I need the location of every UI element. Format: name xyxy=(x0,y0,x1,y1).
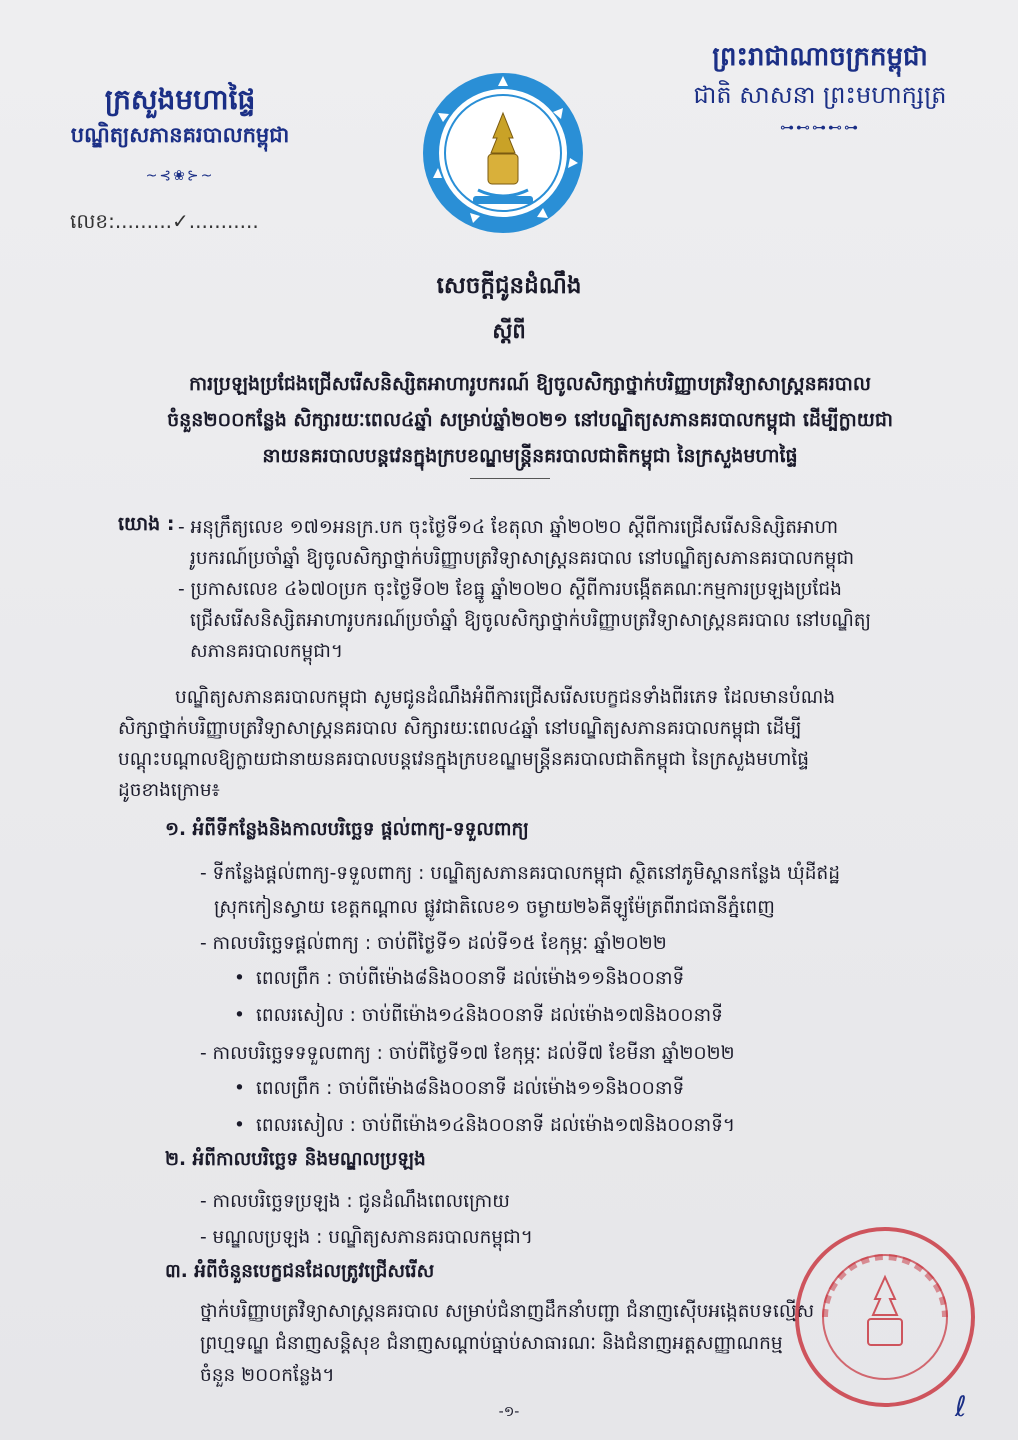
bullet-icon: • xyxy=(234,1115,245,1136)
reference-line: - ប្រកាសលេខ ៤៦៧០ប្រក ចុះថ្ងៃទី០២ ខែធ្នូ ឆ្នាំ២០២០ ស្ដីពីការបង្កើតគណៈកម្មការប្រឡងប្រជែង xyxy=(178,579,842,600)
subject-line: នាយនគរបាលបន្តវេនក្នុងក្របខណ្ឌមន្ត្រីនគរបាលជាតិកម្ពុជា នៃក្រសួងមហាផ្ទៃ xyxy=(262,445,798,467)
issue-afternoon: ពេលរសៀល : ចាប់ពីម៉ោង១៤និង០០នាទី ដល់ម៉ោង១៧និង០០នាទី xyxy=(256,1005,723,1026)
intro-line: បណ្ដុះបណ្ដាលឱ្យក្លាយជានាយនគរបាលបន្តវេនក្នុងក្របខណ្ឌមន្ត្រីនគរបាលជាតិកម្ពុជា នៃក្រសួងមហាផ្ទៃ xyxy=(118,749,809,770)
intro-line: សិក្សាថ្នាក់បរិញ្ញាបត្រវិទ្យាសាស្ត្រនគរបាល សិក្សារយៈពេល៤ឆ្នាំ នៅបណ្ឌិត្យសភានគរបាលកម្ពុជា ដើម្បី xyxy=(118,718,802,739)
receive-period: - កាលបរិច្ឆេទទទួលពាក្យ : ចាប់ពីថ្ងៃទី១៧ ខែកុម្ភៈ ដល់ទី៧ ខែមីនា ឆ្នាំ២០២២ xyxy=(200,1043,735,1064)
section-1-heading: ១. អំពីទីកន្លែងនិងកាលបរិច្ឆេទ ផ្ដល់ពាក្យ-ទទួលពាក្យ xyxy=(165,819,529,840)
receive-afternoon: ពេលរសៀល : ចាប់ពីម៉ោង១៤និង០០នាទី ដល់ម៉ោង១៧និង០០នាទី។ xyxy=(256,1115,736,1136)
bullet-icon: • xyxy=(234,968,245,989)
reference-line: ជ្រើសរើសនិស្សិតអាហារូបករណ៍ប្រចាំឆ្នាំ ឱ្យចូលសិក្សាថ្នាក់បរិញ្ញាបត្រវិទ្យាសាស្ត្រនគរបាល នៅបណ្ឌិត្យ xyxy=(190,610,872,631)
title-divider xyxy=(470,478,550,479)
bullet-icon: • xyxy=(234,1078,245,1099)
exam-center: - មណ្ឌលប្រឡង : បណ្ឌិត្យសភានគរបាលកម្ពុជា។ xyxy=(200,1227,533,1248)
notice-title: សេចក្ដីជូនដំណឹង xyxy=(436,273,582,299)
official-seal-icon xyxy=(790,1222,980,1412)
section-2-heading: ២. អំពីកាលបរិច្ឆេទ និងមណ្ឌលប្រឡង xyxy=(165,1149,426,1170)
national-motto: ជាតិ សាសនា ព្រះមហាក្សត្រ xyxy=(693,81,947,109)
intro-line: បណ្ឌិត្យសភានគរបាលកម្ពុជា សូមជូនដំណឹងអំពីការជ្រើសរើសបេក្ខជនទាំងពីរភេទ ដែលមានបំណង xyxy=(175,687,836,708)
place-line: ស្រុកកៀនស្វាយ ខេត្តកណ្ដាល ផ្លូវជាតិលេខ១ ចម្ងាយ២៦គីឡូម៉ែត្រពីរាជធានីភ្នំពេញ xyxy=(214,897,775,918)
left-ornament: ~⊰❀⊱~ xyxy=(145,168,215,184)
subject-line: ចំនួន២០០កន្លែង សិក្សារយៈពេល៤ឆ្នាំ សម្រាប់ឆ្នាំ២០២១ នៅបណ្ឌិត្យសភានគរបាលកម្ពុជា ដើម្បីក្លាយជា xyxy=(167,409,893,431)
issue-period: - កាលបរិច្ឆេទផ្ដល់ពាក្យ : ចាប់ពីថ្ងៃទី១ ដល់ទី១៥ ខែកុម្ភៈ ឆ្នាំ២០២២ xyxy=(200,933,667,954)
reference-line: - អនុក្រឹត្យលេខ ១៧១អនក្រ.បក ចុះថ្ងៃទី១៤ ខែតុលា ឆ្នាំ២០២០ ស្ដីពីការជ្រើសរើសនិស្សិតអាហា xyxy=(178,517,839,538)
right-ornament: ⊶⊷⊶⊷⊶ xyxy=(780,120,860,136)
academy-logo-icon xyxy=(418,68,588,238)
exam-date: - កាលបរិច្ឆេទប្រឡង : ជូនដំណឹងពេលក្រោយ xyxy=(200,1191,510,1212)
section-3-line: ចំនួន ២០០កន្លែង។ xyxy=(200,1365,335,1386)
reference-line: សភានគរបាលកម្ពុជា។ xyxy=(190,641,344,662)
subject-line: ការប្រឡងប្រជែងជ្រើសរើសនិស្សិតអាហារូបករណ៍ ឱ្យចូលសិក្សាថ្នាក់បរិញ្ញាបត្រវិទ្យាសាស្ត្រនគរបាល xyxy=(189,373,871,395)
issue-morning: ពេលព្រឹក : ចាប់ពីម៉ោង៨និង០០នាទី ដល់ម៉ោង១១និង០០នាទី xyxy=(256,968,685,989)
about-label: ស្ដីពី xyxy=(492,319,526,343)
signature-mark-icon: ℓ xyxy=(955,1390,967,1423)
reference-line: រូបករណ៍ប្រចាំឆ្នាំ ឱ្យចូលសិក្សាថ្នាក់បរិញ្ញាបត្រវិទ្យាសាស្ត្រនគរបាល នៅបណ្ឌិត្យសភានគរបាលកម្ពុជា xyxy=(190,548,855,569)
reference-number: លេខ:.........✓........... xyxy=(70,209,259,233)
references-label: យោង : xyxy=(118,513,175,535)
receive-morning: ពេលព្រឹក : ចាប់ពីម៉ោង៨និង០០នាទី ដល់ម៉ោង១១និង០០នាទី xyxy=(256,1078,685,1099)
bullet-icon: • xyxy=(234,1005,245,1026)
section-3-line: ព្រហ្មទណ្ឌ ជំនាញសន្ដិសុខ ជំនាញសណ្ដាប់ធ្នាប់សាធារណៈ និងជំនាញអត្តសញ្ញាណកម្ម xyxy=(200,1333,783,1354)
page-number: -១- xyxy=(498,1404,520,1420)
academy-name: បណ្ឌិត្យសភានគរបាលកម្ពុជា xyxy=(70,123,290,147)
place-line: - ទីកន្លែងផ្ដល់ពាក្យ-ទទួលពាក្យ : បណ្ឌិត្យសភានគរបាលកម្ពុជា ស្ថិតនៅភូមិស្ពានកន្លែង ឃុំដីឥដ្ឋ xyxy=(200,863,841,884)
section-3-line: ថ្នាក់បរិញ្ញាបត្រវិទ្យាសាស្ត្រនគរបាល សម្រាប់ជំនាញដឹកនាំបញ្ជា ជំនាញស៊ើបអង្កេតបទល្មើស xyxy=(200,1301,815,1322)
subject-block xyxy=(120,366,940,474)
section-3-heading: ៣. អំពីចំនួនបេក្ខជនដែលត្រូវជ្រើសរើស xyxy=(165,1261,435,1282)
kingdom-title: ព្រះរាជាណាចក្រកម្ពុជា xyxy=(712,42,928,72)
intro-line: ដូចខាងក្រោម៖ xyxy=(118,780,220,801)
ministry-name: ក្រសួងមហាផ្ទៃ xyxy=(104,83,256,116)
